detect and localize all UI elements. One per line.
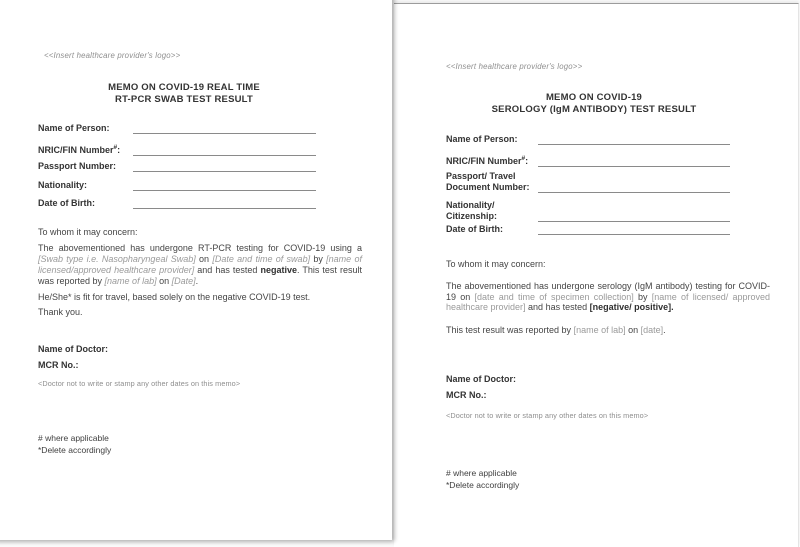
field-row-nric: [38, 142, 316, 156]
reported-line: This test result was reported by [name of lab] on [date].: [446, 325, 666, 335]
footnote-where-applicable: # where applicable: [446, 468, 517, 478]
provider-logo-placeholder: <<Insert healthcare provider's logo>>: [446, 62, 583, 71]
result-paragraph: The abovementioned has undergone serology (IgM antibody) testing for COVID-19 on [date and time of specimen collection] by [name of licensed/ approved healthcare provider] and has tested [negative/ positive].: [446, 281, 771, 312]
mcr-number-label: MCR No.:: [446, 390, 487, 400]
fill-in-line: [538, 182, 730, 193]
fill-in-line: [133, 180, 316, 191]
field-label: Date of Birth:: [446, 224, 503, 234]
fill-in-line: [133, 145, 316, 156]
doctor-note: <Doctor not to write or stamp any other dates on this memo>: [446, 411, 649, 420]
field-label: Date of Birth:: [38, 198, 95, 208]
fill-in-line: [538, 134, 730, 145]
footnotes: [446, 468, 519, 491]
field-label: Passport Number:: [38, 161, 117, 171]
memo-title: [434, 92, 754, 115]
fill-in-line: [538, 224, 730, 235]
field-label: Name of Person:: [446, 134, 518, 144]
field-label: NRIC/FIN Number#:: [38, 144, 121, 155]
mcr-number-label: MCR No.:: [38, 360, 79, 370]
fill-in-line: [538, 211, 730, 222]
footnote-where-applicable: # where applicable: [38, 433, 109, 443]
field-label: Passport/ Travel Document Number:: [446, 171, 530, 192]
field-row-nationality: [38, 180, 316, 191]
memo-title: [34, 82, 334, 105]
field-label: Nationality:: [38, 180, 88, 190]
result-paragraph: The abovementioned has undergone RT-PCR testing for COVID-19 using a [Swab type i.e. Nasopharyngeal Swab] on [Date and time of swab] by [name of licensed/approved healthcare provider] and has tested negative. This test result was reported by [name of lab] on [Date].: [38, 243, 362, 286]
doctor-name-label: Name of Doctor:: [446, 374, 517, 384]
rtpcr-memo-page: [0, 0, 392, 540]
field-row-passport: [446, 171, 730, 193]
field-label: Nationality/ Citizenship:: [446, 200, 497, 221]
doctor-name-label: Name of Doctor:: [38, 344, 109, 354]
fill-in-line: [133, 123, 316, 134]
memo-title-line2: RT-PCR SWAB TEST RESULT: [115, 93, 253, 105]
memo-title-line2: SEROLOGY (IgM ANTIBODY) TEST RESULT: [491, 103, 697, 115]
footnote-delete-accordingly: *Delete accordingly: [38, 444, 112, 455]
field-row-dob: [38, 198, 316, 209]
footnotes: [38, 433, 111, 456]
field-row-nric: [446, 153, 730, 167]
fill-in-line: [133, 198, 316, 209]
salutation: To whom it may concern:: [38, 227, 138, 237]
field-row-passport: [38, 161, 316, 172]
fitness-statement: He/She* is fit for travel, based solely on the negative COVID-19 test.: [38, 292, 311, 302]
field-row-name: [38, 123, 316, 134]
field-row-dob: [446, 224, 730, 235]
footnote-delete-accordingly: *Delete accordingly: [446, 479, 520, 490]
memo-title-line1: MEMO ON COVID-19: [545, 92, 643, 103]
field-row-name: [446, 134, 730, 145]
doctor-note: <Doctor not to write or stamp any other dates on this memo>: [38, 379, 241, 388]
fill-in-line: [538, 156, 730, 167]
salutation: To whom it may concern:: [446, 259, 546, 269]
fill-in-line: [133, 161, 316, 172]
field-label: Name of Person:: [38, 123, 110, 133]
provider-logo-placeholder: <<Insert healthcare provider's logo>>: [44, 51, 181, 60]
memo-title-line1: MEMO ON COVID-19 REAL TIME: [108, 82, 260, 93]
field-row-nationality: [446, 200, 730, 222]
field-label: NRIC/FIN Number#:: [446, 155, 529, 166]
thank-you: Thank you.: [38, 307, 83, 317]
serology-memo-page: [394, 3, 799, 547]
